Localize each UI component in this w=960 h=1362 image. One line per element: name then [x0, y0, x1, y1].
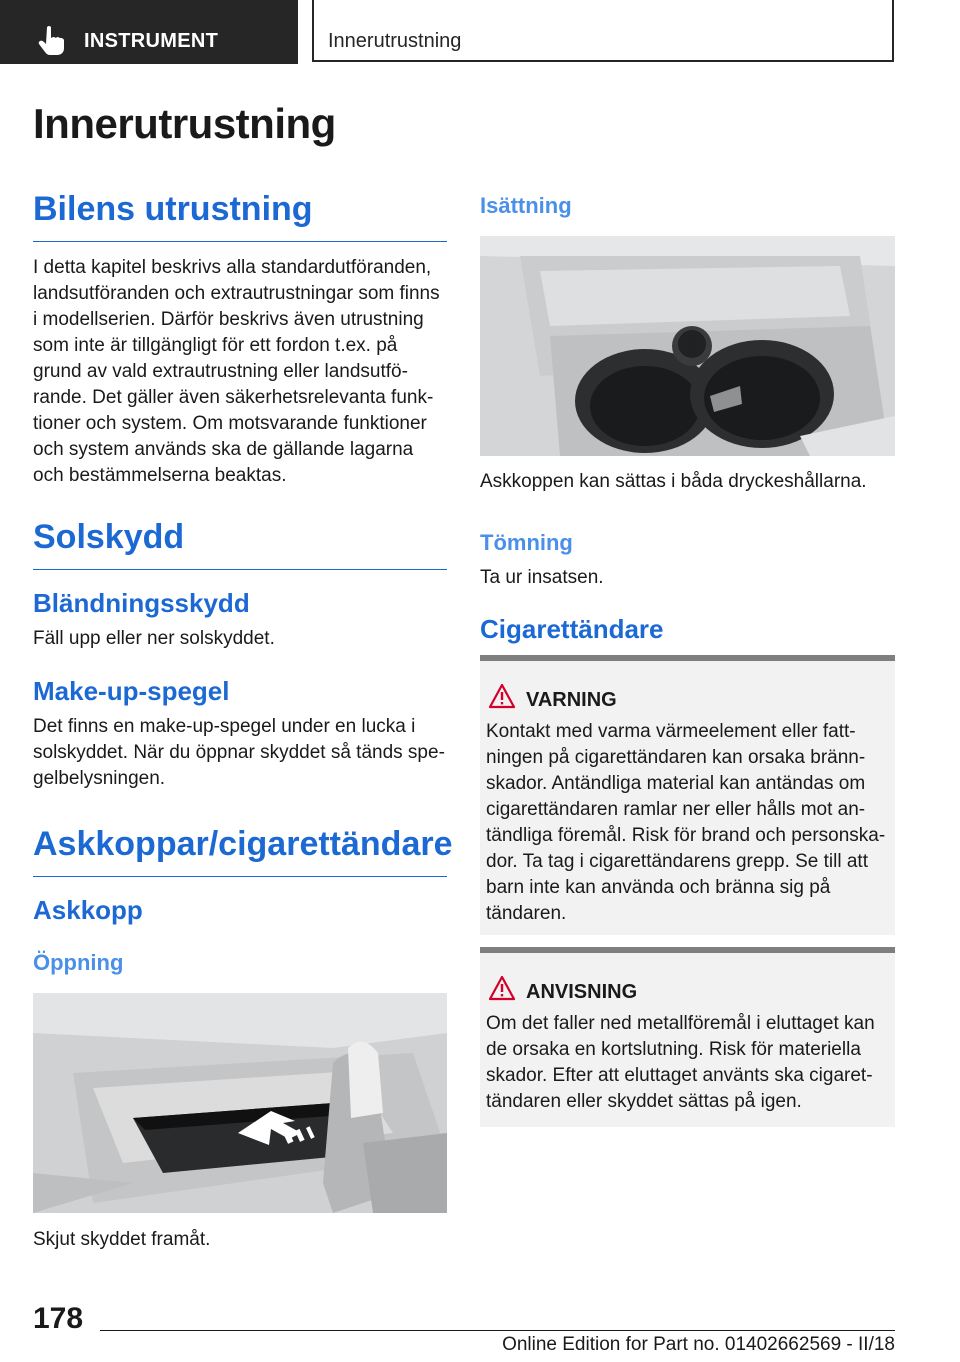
- warning-triangle-icon: [488, 683, 516, 709]
- paragraph-tomning: Ta ur insatsen.: [480, 567, 604, 588]
- heading-tomning: Tömning: [480, 530, 573, 555]
- heading-blandningsskydd: Bländningsskydd: [33, 588, 250, 618]
- caption-oppning: Skjut skyddet framåt.: [33, 1229, 211, 1250]
- photo-ashtray-opening: [33, 993, 447, 1213]
- heading-make-up-spegel: Make-up-spegel: [33, 676, 230, 706]
- photo-ashtray-insert: [480, 236, 895, 456]
- notice-box: [480, 947, 895, 1127]
- heading-askkopp: Askkopp: [33, 895, 143, 925]
- notice-text: Om det faller ned metallföremål i eluttaget kan de orsaka en kortslutning. Risk för materiella skador. Efter att eluttaget använts ska cigarettändaren eller skyddet sättas på igen.: [486, 1013, 875, 1112]
- heading-isattning: Isättning: [480, 193, 572, 218]
- warning-box: [480, 655, 895, 935]
- page-title: Innerutrustning: [33, 100, 336, 147]
- heading-solskydd: Solskydd: [33, 518, 447, 570]
- heading-cigarettandare: Cigarettändare: [480, 614, 664, 644]
- paragraph-make-up-spegel: Det finns en make-up-spegel under en lucka i solskyddet. När du öppnar skyddet så tänds spegelbelysningen.: [33, 716, 445, 789]
- warning-text: Kontakt med varma värmeelement eller fattningen på cigarettändaren kan orsaka brännskador. Antändliga material kan antändas om cigarettändaren ramlar ner eller hålls mot antändliga föremål. Risk för brand och personskador. Ta tag i cigarettändarens grepp. Se till att barn inte kan använda och bränna sig på tändaren.: [486, 721, 886, 924]
- page-number: 178: [33, 1302, 84, 1335]
- heading-oppning: Öppning: [33, 950, 124, 975]
- footer-rule: [100, 1330, 895, 1331]
- chapter-tab: [312, 0, 894, 62]
- pointing-hand-icon: [38, 25, 66, 55]
- caption-isattning: Askkoppen kan sättas i båda dryckeshållarna.: [480, 471, 867, 492]
- section-header: [0, 0, 298, 64]
- edition-footer: Online Edition for Part no. 01402662569 - II/18: [502, 1334, 895, 1355]
- heading-bilens-utrustning: Bilens utrustning: [33, 190, 447, 242]
- heading-askkoppar: Askkoppar/cigarettändare: [33, 825, 447, 877]
- warning-triangle-icon: [488, 975, 516, 1001]
- warning-label: VARNING: [526, 689, 617, 711]
- section-label: INSTRUMENT: [84, 30, 219, 52]
- notice-label: ANVISNING: [526, 981, 638, 1003]
- chapter-tab-label: Innerutrustning: [328, 30, 462, 52]
- paragraph-blandningsskydd: Fäll upp eller ner solskyddet.: [33, 628, 275, 649]
- paragraph-bilens-utrustning: I detta kapitel beskrivs alla standardutföranden, landsutföranden och extrautrustningar som finns i modellserien. Därför beskrivs även utrustning som inte är tillgängligt för ett fordon t.ex. på grund av vald extrautrustning eller landsutförande. Det gäller även säkerhetsrelevanta funktioner och system. Om motsvarande funktioner och system används ska de gällande lagarna och bestämmelserna beaktas.: [33, 257, 440, 486]
